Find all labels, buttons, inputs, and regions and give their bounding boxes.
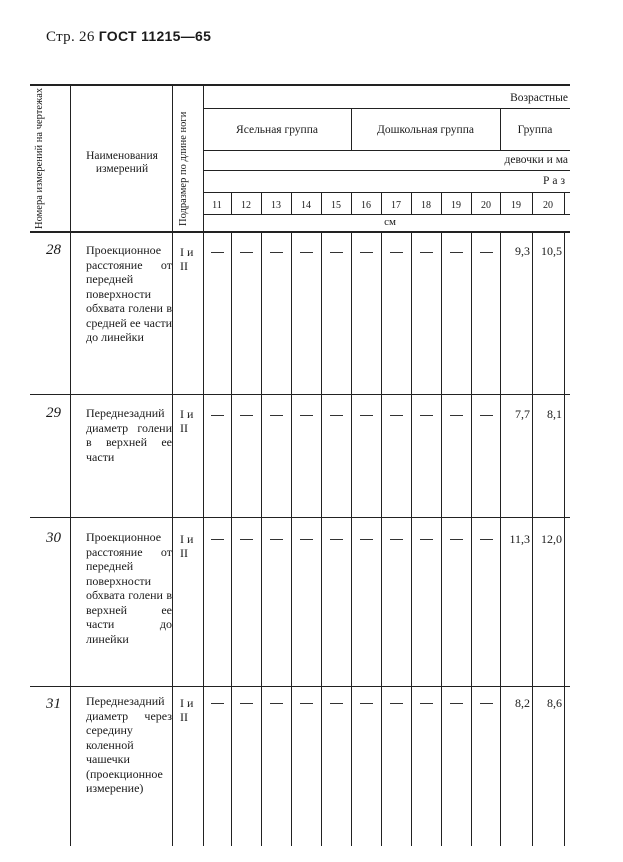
page-header — [46, 28, 211, 46]
size-column-13: 13 — [271, 200, 281, 211]
header-age-groups: Возрастные — [510, 92, 568, 104]
size-column-20: 20 — [481, 200, 491, 211]
row-number: 28 — [46, 242, 61, 258]
header-girls: девочки и ма — [504, 154, 568, 166]
row-number: 30 — [46, 530, 61, 546]
row-value-19: 7,7 — [515, 407, 530, 421]
size-column-11: 11 — [212, 200, 222, 211]
row-number: 31 — [46, 696, 61, 712]
page-number: Стр. 26 — [46, 29, 95, 45]
header-school-group: Группа — [517, 124, 553, 136]
row-subsize: I и II — [180, 245, 194, 273]
standard-code: ГОСТ 11215—65 — [98, 28, 212, 44]
size-column-15: 15 — [331, 200, 341, 211]
row-value-19: 8,2 — [515, 696, 530, 710]
row-measurement-name: Проекционное расстояние от передней поверхности обхвата голени в верхней ее части до линейки — [86, 530, 172, 646]
column-header-subsize: Подразмер по длине ноги — [178, 111, 189, 226]
column-header-name: Наименования измерений — [86, 150, 158, 175]
row-value-20: 10,5 — [541, 244, 562, 258]
size-column-19: 19 — [451, 200, 461, 211]
row-value-19: 11,3 — [509, 532, 530, 546]
row-measurement-name: Переднезадний диаметр через середину коленной чашечки (проекционное измерение) — [86, 694, 172, 795]
row-value-20: 12,0 — [541, 532, 562, 546]
row-subsize: I и II — [180, 696, 194, 724]
size-column-14: 14 — [301, 200, 311, 211]
row-subsize: I и II — [180, 532, 194, 560]
row-number: 29 — [46, 405, 61, 421]
row-value-20: 8,1 — [547, 407, 562, 421]
row-subsize: I и II — [180, 407, 194, 435]
size-column-20b: 20 — [543, 200, 553, 211]
size-column-12: 12 — [241, 200, 251, 211]
row-measurement-name: Переднезадний диаметр голени в верхней ее части — [86, 406, 172, 464]
row-value-20: 8,6 — [547, 696, 562, 710]
size-column-18: 18 — [421, 200, 431, 211]
size-column-16: 16 — [361, 200, 371, 211]
header-sizes: Раз — [542, 175, 568, 187]
column-header-number: Номера измерений на чертежах — [34, 87, 45, 229]
row-value-19: 9,3 — [515, 244, 530, 258]
size-column-17: 17 — [391, 200, 401, 211]
size-column-19b: 19 — [511, 200, 521, 211]
row-measurement-name: Проекционное расстояние от передней поверхности обхвата голени в средней ее части до линейки — [86, 243, 172, 344]
header-unit: см — [384, 216, 396, 228]
header-nursery-group: Ясельная группа — [236, 124, 318, 136]
header-preschool-group: Дошкольная группа — [377, 124, 474, 136]
